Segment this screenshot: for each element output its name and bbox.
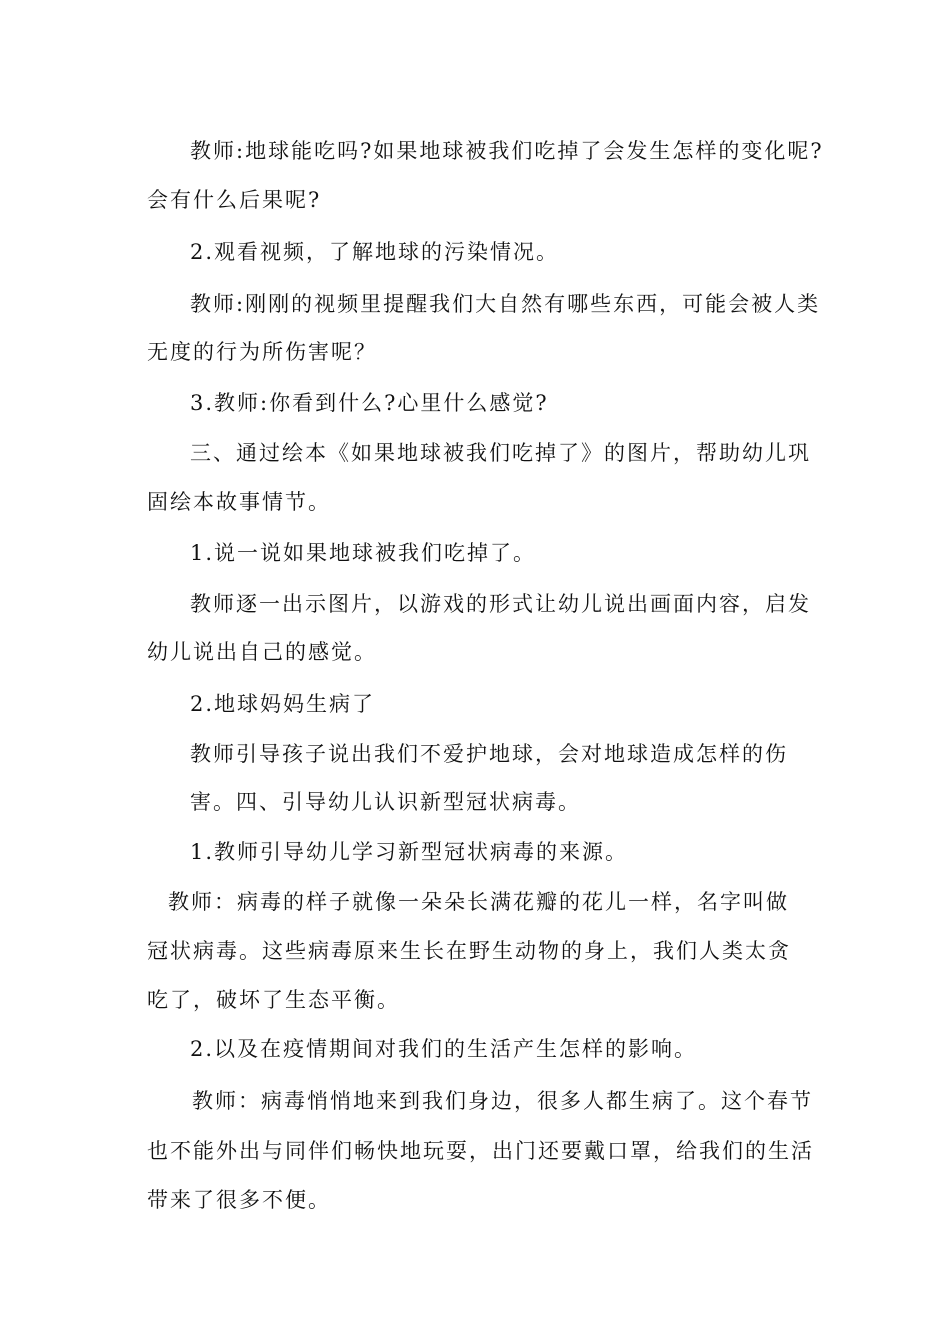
paragraph-line: 2.以及在疫情期间对我们的生活产生怎样的影响。 — [190, 1037, 698, 1061]
paragraph-line: 1.教师引导幼儿学习新型冠状病毒的来源。 — [190, 840, 629, 864]
paragraph-line: 1.说一说如果地球被我们吃掉了。 — [190, 541, 537, 565]
paragraph-line: 3.教师:你看到什么?心里什么感觉? — [190, 391, 549, 415]
paragraph-line: 三、通过绘本《如果地球被我们吃掉了》的图片，帮助幼儿巩 — [190, 441, 811, 465]
paragraph-line: 害。四、引导幼儿认识新型冠状病毒。 — [190, 790, 581, 814]
paragraph-line: 带来了很多不便。 — [147, 1188, 331, 1212]
paragraph-line: 教师：病毒悄悄地来到我们身边，很多人都生病了。这个春节 — [192, 1089, 813, 1113]
paragraph-line: 2.地球妈妈生病了 — [190, 692, 376, 716]
paragraph-line: 幼儿说出自己的感觉。 — [147, 640, 377, 664]
paragraph-line: 会有什么后果呢? — [147, 188, 322, 212]
paragraph-line: 无度的行为所伤害呢？ — [147, 340, 377, 364]
paragraph-line: 固绘本故事情节。 — [147, 490, 331, 514]
paragraph-line: 2.观看视频，了解地球的污染情况。 — [190, 240, 560, 264]
paragraph-line: 冠状病毒。这些病毒原来生长在野生动物的身上，我们人类太贪 — [147, 939, 791, 963]
paragraph-line: 教师:刚刚的视频里提醒我们大自然有哪些东西，可能会被人类 — [190, 292, 821, 316]
paragraph-line: 教师引导孩子说出我们不爱护地球，会对地球造成怎样的伤 — [190, 742, 788, 766]
paragraph-line: 吃了，破坏了生态平衡。 — [147, 988, 400, 1012]
paragraph-line: 教师:地球能吃吗?如果地球被我们吃掉了会发生怎样的变化呢? — [190, 139, 824, 163]
paragraph-line: 也不能外出与同伴们畅快地玩耍，出门还要戴口罩，给我们的生活 — [147, 1139, 814, 1163]
paragraph-line: 教师逐一出示图片，以游戏的形式让幼儿说出画面内容，启发 — [190, 592, 811, 616]
paragraph-line: 教师：病毒的样子就像一朵朵长满花瓣的花儿一样，名字叫做 — [168, 890, 789, 914]
